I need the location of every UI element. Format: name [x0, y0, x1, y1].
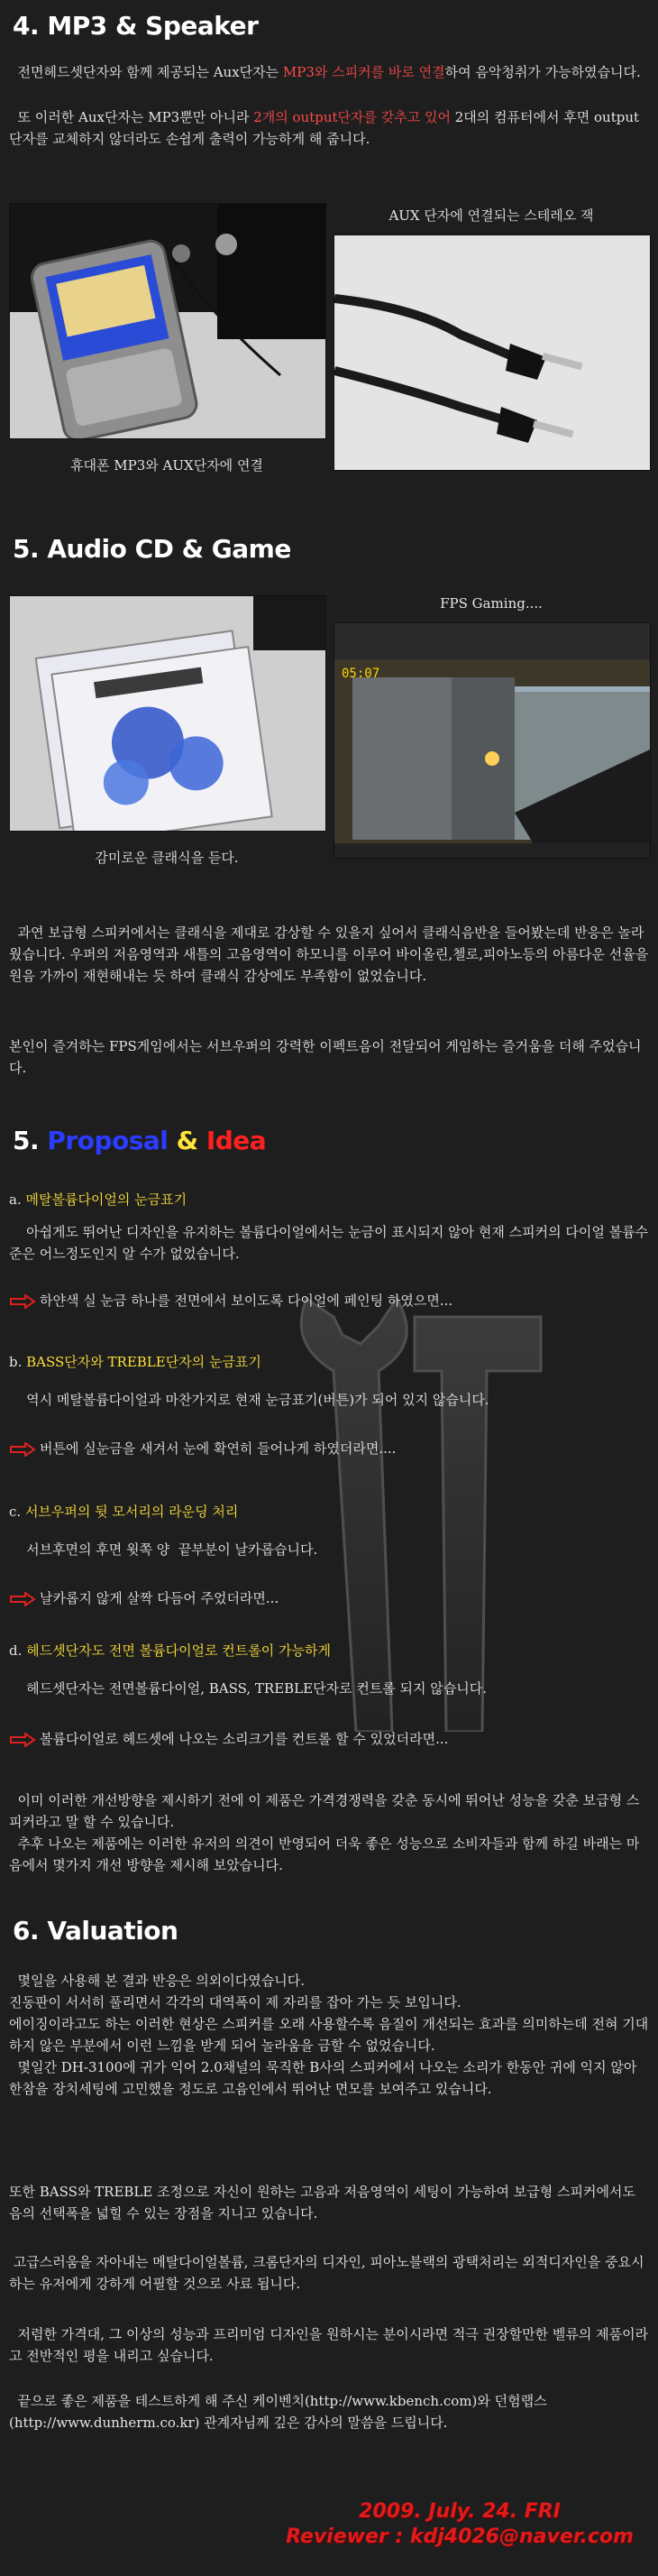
proposal-b-heading [9, 1351, 651, 1373]
arrow-right-icon [9, 1294, 36, 1309]
proposal-c-idea-text: 날카롭지 않게 살짝 다듬어 주었더라면... [40, 1590, 279, 1606]
mp3-paragraph-2 [9, 106, 651, 150]
proposal-d-title: 헤드셋단자도 전면 볼륨다이얼로 컨트롤이 가능하게 [26, 1642, 331, 1659]
mp3-text-a: 전면헤드셋단자와 함께 제공되는 Aux단자는 [9, 64, 283, 80]
proposal-b-title: BASS단자와 TREBLE단자의 눈금표기 [26, 1354, 261, 1370]
proposal-b-label: b. [9, 1354, 27, 1370]
proposal-d-heading [9, 1640, 651, 1661]
proposal-a-idea [9, 1290, 651, 1311]
aux-text-a: 또 이러한 Aux단자는 MP3뿐만 아니라 [9, 109, 254, 125]
proposal-b-idea-text: 버튼에 실눈금을 새겨서 눈에 확연히 들어나게 하였더라면.... [40, 1440, 397, 1457]
valuation-paragraph-5: 끝으로 좋은 제품을 테스트하게 해 주신 케이벤치(http://www.kbench.com)와 던험랩스(http://www.dunherm.co.kr) 관계자님께 깊은 감사의 말씀을 드립니다. [9, 2393, 547, 2431]
mp3-paragraph-1 [9, 61, 651, 83]
caption-stereo-jack: AUX 단자에 연결되는 스테레오 잭 [388, 207, 594, 224]
proposal-a-label: a. [9, 1191, 26, 1208]
caption-classic: 감미로운 클래식을 듣다. [95, 850, 239, 866]
arrow-right-icon [9, 1592, 36, 1606]
mp3-text-b: 하여 음악청취가 가능하였습니다. [444, 64, 641, 80]
classic-cd-photo [9, 595, 326, 832]
proposal-a-heading [9, 1189, 651, 1210]
signature-reviewer: Reviewer : kdj4026@naver.com [286, 2525, 634, 2548]
game-paragraph: 본인이 즐겨하는 FPS게임에서는 서브우퍼의 강력한 이펙트음이 전달되어 게임하는 즐거움을 더해 주었습니다. [9, 1038, 642, 1076]
valuation-paragraph-3: 고급스러움을 자아내는 메탈다이얼볼륨, 크롬단자의 디자인, 피아노블랙의 광택처리는 외적디자인을 중요시하는 유저에게 강하게 어필할 것으로 사료 됩니다. [9, 2254, 644, 2292]
proposal-b-idea [9, 1438, 651, 1459]
proposal-d-idea [9, 1728, 651, 1750]
proposal-c-title: 서브우퍼의 뒷 모서리의 라운딩 처리 [24, 1504, 239, 1520]
fps-game-screenshot [334, 622, 651, 859]
section-title-mp3: 4. MP3 & Speaker [13, 11, 259, 41]
idea-word: Idea [206, 1126, 267, 1155]
section-title-proposal-idea [13, 1126, 266, 1155]
proposal-word: Proposal [47, 1126, 169, 1155]
proposal-b-body: 역시 메탈볼륨다이얼과 마찬가지로 현재 눈금표기(버튼)가 되어 있지 않습니다. [9, 1392, 489, 1408]
proposal-amp: & [168, 1126, 206, 1155]
stereo-jack-photo [334, 235, 651, 471]
arrow-right-icon [9, 1442, 36, 1457]
tools-watermark-icon [270, 1263, 559, 1732]
proposal-a-body: 아쉽게도 뛰어난 디자인을 유지하는 볼륨다이얼에서는 눈금이 표시되지 않아 현재 스피커의 다이얼 볼륨수준은 어느정도인지 알 수가 없었습니다. [9, 1224, 649, 1262]
caption-fps-gaming: FPS Gaming.... [440, 595, 543, 612]
phone-mp3-photo [9, 203, 326, 439]
proposal-c-idea [9, 1587, 651, 1609]
audio-paragraph-1: 과연 보급형 스피커에서는 클래식을 제대로 감상할 수 있을지 싶어서 클래식음반을 들어봤는데 반응은 놀라웠습니다. 우퍼의 저음영역과 새틀의 고음영역이 하모니를 이루어 바이올린,첼로,피아노등의 아름다운 선율을 원음 가까이 재현해내는 듯 하여 클래식 감상에도 부족함이 없었습니다. [9, 925, 653, 984]
proposal-c-label: c. [9, 1504, 25, 1520]
section-title-valuation: 6. Valuation [13, 1916, 178, 1946]
caption-phone-aux: 휴대폰 MP3와 AUX단자에 연결 [70, 457, 263, 474]
signature-date: 2009. July. 24. FRI [359, 2500, 561, 2523]
proposal-a-title: 메탈볼륨다이얼의 눈금표기 [25, 1191, 187, 1208]
arrow-right-icon [9, 1733, 36, 1747]
valuation-paragraph-4: 저렴한 가격대, 그 이상의 성능과 프리미엄 디자인을 원하시는 분이시라면 적극 권장할만한 벨류의 제품이라고 전반적인 평을 내리고 싶습니다. [9, 2326, 649, 2364]
proposal-closing: 이미 이러한 개선방향을 제시하기 전에 이 제품은 가격경쟁력을 갖춘 동시에 뛰어난 성능을 갖춘 보급형 스피커라고 말 할 수 있습니다. 추후 나오는 제품에는 이러한 유저의 의견이 반영되어 더욱 좋은 성능으로 소비자들과 함께 하길 바래는 마음에서 몇가지 개선 방향을 제시해 보았습니다. [9, 1792, 640, 1873]
proposal-d-body: 헤드셋단자는 전면볼륨다이얼, BASS, TREBLE단자로 컨트롤 되지 않습니다. [9, 1680, 488, 1697]
proposal-a-idea-text: 하얀색 실 눈금 하나를 전면에서 보이도록 다이얼에 페인팅 하였으면... [40, 1293, 453, 1309]
aux-text-b: 2대의 컴퓨터에서 후면 output단자를 교체하지 않더라도 손쉽게 출력이 가능하게 해 줍니다. [9, 109, 640, 147]
mp3-highlight-connect: MP3와 스피커를 바로 연결 [282, 64, 445, 80]
proposal-d-label: d. [9, 1642, 27, 1659]
game-hud-timer: 05:07 [342, 667, 380, 681]
proposal-c-heading [9, 1501, 651, 1523]
section-title-audio-game: 5. Audio CD & Game [13, 534, 291, 564]
aux-highlight-output: 2개의 output단자를 갖추고 있어 [253, 109, 451, 125]
proposal-num: 5. [13, 1126, 48, 1155]
valuation-paragraph-1: 몇일을 사용해 본 결과 반응은 의외이다였습니다. 진동판이 서서히 풀리면서 각각의 대역폭이 제 자리를 잡아 가는 듯 보입니다. 에이징이라고도 하는 이러한 현상은 스피커를 오래 사용할수록 음질이 개선되는 효과를 의미하는데 전혀 기대하지 않은 부분에서 이런 느낌을 받게 되어 놀라움을 금할 수 없었습니다. 몇일간 DH-3100에 귀가 익어 2.0채널의 묵직한 B사의 스피커에서 나오는 소리가 한동안 귀에 익지 않아 한참을 장치세팅에 고민했을 정도로 고음인에서 뛰어난 면모를 보여주고 있습니다. [9, 1973, 649, 2097]
valuation-paragraph-2: 또한 BASS와 TREBLE 조정으로 자신이 원하는 고음과 저음영역이 세팅이 가능하여 보급형 스피커에서도 음의 선택폭을 넓힐 수 있는 장점을 지니고 있습니다. [9, 2184, 640, 2222]
proposal-d-idea-text: 볼륨다이얼로 헤드셋에 나오는 소리크기를 컨트롤 할 수 있었더라면... [40, 1731, 449, 1747]
proposal-c-body: 서브후면의 후면 윗쪽 양 끝부분이 날카롭습니다. [9, 1541, 318, 1558]
